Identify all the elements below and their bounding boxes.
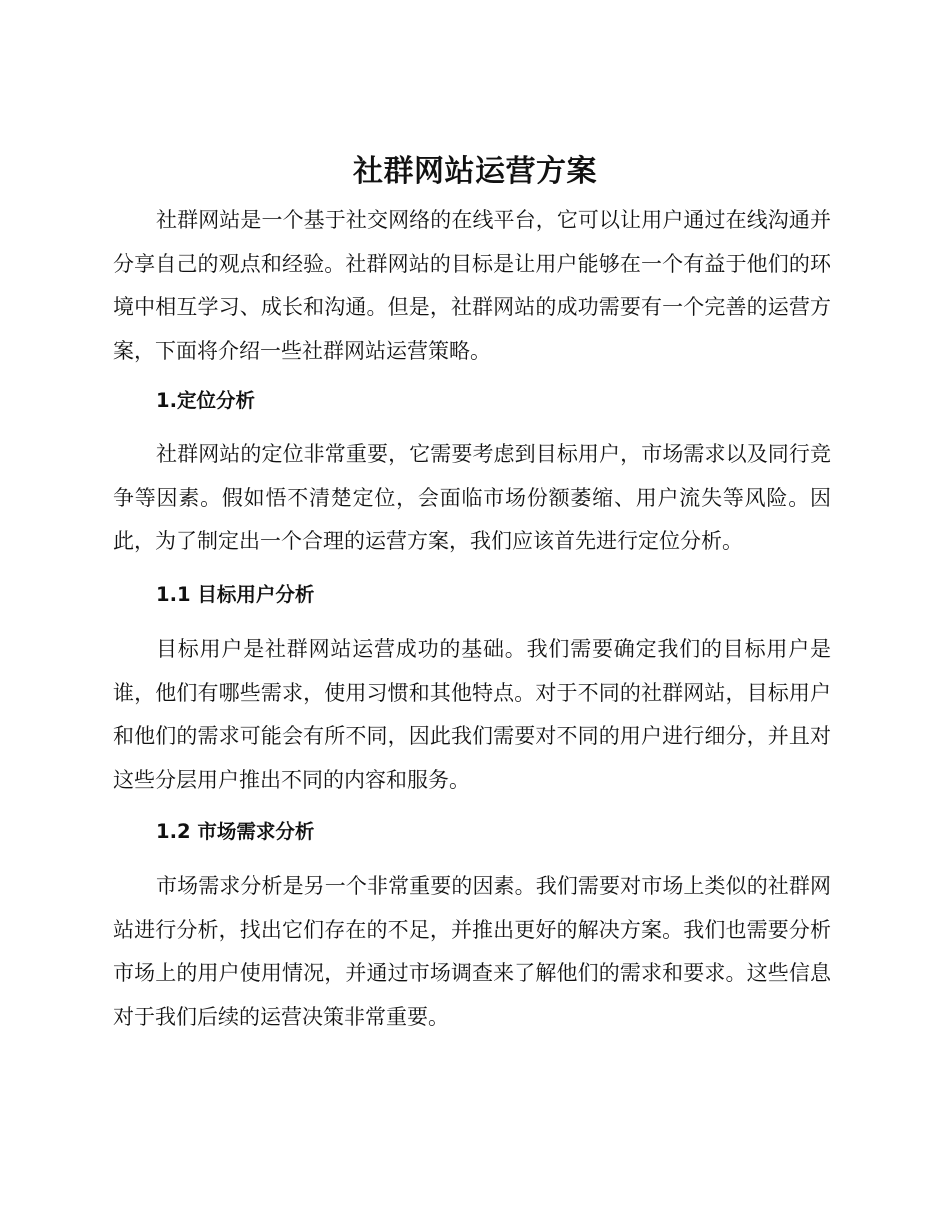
section-body-target-users: 目标用户是社群网站运营成功的基础。我们需要确定我们的目标用户是谁，他们有哪些需求，使用习惯和其他特点。对于不同的社群网站，目标用户和他们的需求可能会有所不同，因此我们需要对不同的用户进行细分，并且对这些分层用户推出不同的内容和服务。 — [113, 637, 831, 792]
intro-paragraph: 社群网站是一个基于社交网络的在线平台，它可以让用户通过在线沟通并分享自己的观点和经验。社群网站的目标是让用户能够在一个有益于他们的环境中相互学习、成长和沟通。但是，社群网站的成功需要有一个完善的运营方案，下面将介绍一些社群网站运营策略。 — [113, 208, 831, 363]
section-heading-positioning: 1.定位分析 — [156, 389, 255, 412]
section-body-market-demand: 市场需求分析是另一个非常重要的因素。我们需要对市场上类似的社群网站进行分析，找出它们存在的不足，并推出更好的解决方案。我们也需要分析市场上的用户使用情况，并通过市场调查来了解他们的需求和要求。这些信息对于我们后续的运营决策非常重要。 — [113, 874, 831, 1029]
document-title: 社群网站运营方案 — [353, 154, 597, 189]
section-heading-target-users: 1.1 目标用户分析 — [156, 583, 315, 606]
section-body-positioning: 社群网站的定位非常重要，它需要考虑到目标用户，市场需求以及同行竞争等因素。假如悟不清楚定位，会面临市场份额萎缩、用户流失等风险。因此，为了制定出一个合理的运营方案，我们应该首先进行定位分析。 — [113, 442, 831, 553]
section-heading-market-demand: 1.2 市场需求分析 — [156, 820, 315, 843]
